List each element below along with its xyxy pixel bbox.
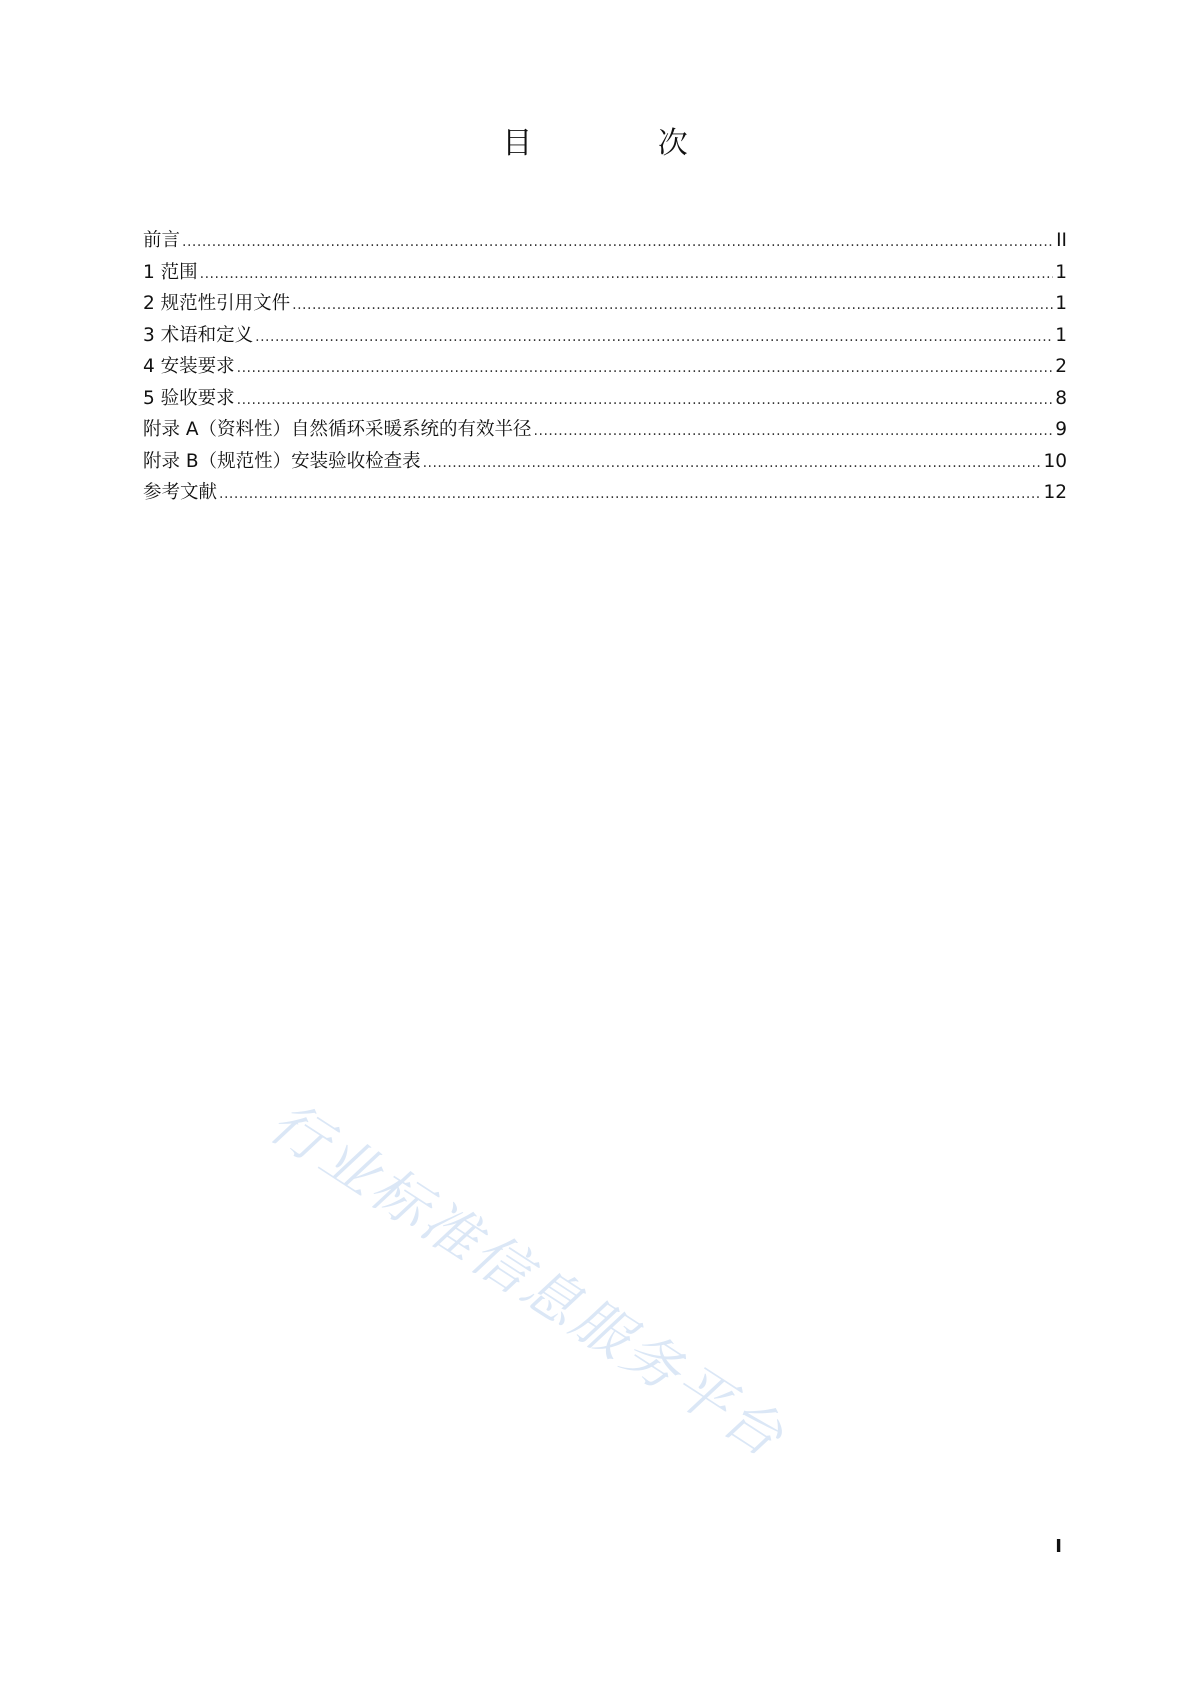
toc-entry-annex-a[interactable] (143, 414, 1067, 446)
toc-entry-page: 10 (1043, 450, 1067, 472)
toc-entry-label: 2 规范性引用文件 (143, 293, 291, 314)
page-number: I (1055, 1536, 1062, 1557)
toc-entry-label: 3 术语和定义 (143, 324, 254, 346)
toc-entry-foreword[interactable] (143, 225, 1067, 257)
toc-entry-page: 1 (1055, 293, 1067, 314)
toc-entry-page: 9 (1055, 419, 1067, 440)
toc-entry-page: 8 (1055, 387, 1067, 409)
toc-dot-leader (182, 225, 1054, 259)
toc-dot-leader (237, 383, 1054, 417)
toc-entry-installation-requirements[interactable] (143, 351, 1067, 383)
toc-entry-annex-b[interactable] (143, 446, 1067, 478)
toc-entry-page: 1 (1055, 261, 1067, 283)
toc-entry-label: 前言 (143, 230, 181, 251)
toc-entry-bibliography[interactable] (143, 477, 1067, 509)
toc-entry-page: 2 (1055, 356, 1067, 377)
toc-entry-terms-definitions[interactable] (143, 320, 1067, 352)
toc-entry-normative-references[interactable] (143, 288, 1067, 320)
watermark: 行业标准信息服务平台 (258, 1090, 797, 1472)
toc-entry-label: 附录 A（资料性）自然循环采暖系统的有效半径 (143, 419, 532, 440)
toc-dot-leader (237, 351, 1054, 385)
toc-entry-label: 5 验收要求 (143, 387, 235, 409)
page-title: 目 次 (502, 126, 746, 161)
toc-entry-acceptance-requirements[interactable] (143, 383, 1067, 415)
toc-entry-label: 1 范围 (143, 261, 198, 283)
toc-entry-scope[interactable] (143, 257, 1067, 289)
toc-entry-page: 12 (1043, 482, 1067, 503)
toc-dot-leader (423, 446, 1042, 480)
toc-entry-page: II (1056, 230, 1067, 251)
table-of-contents (143, 225, 1067, 509)
toc-dot-leader (534, 414, 1054, 448)
toc-dot-leader (200, 257, 1054, 291)
toc-entry-label: 附录 B（规范性）安装验收检查表 (143, 450, 421, 472)
toc-entry-page: 1 (1055, 324, 1067, 346)
toc-entry-label: 4 安装要求 (143, 356, 235, 377)
toc-entry-label: 参考文献 (143, 482, 218, 503)
toc-dot-leader (219, 477, 1041, 511)
toc-dot-leader (292, 288, 1053, 322)
toc-dot-leader (255, 320, 1053, 354)
